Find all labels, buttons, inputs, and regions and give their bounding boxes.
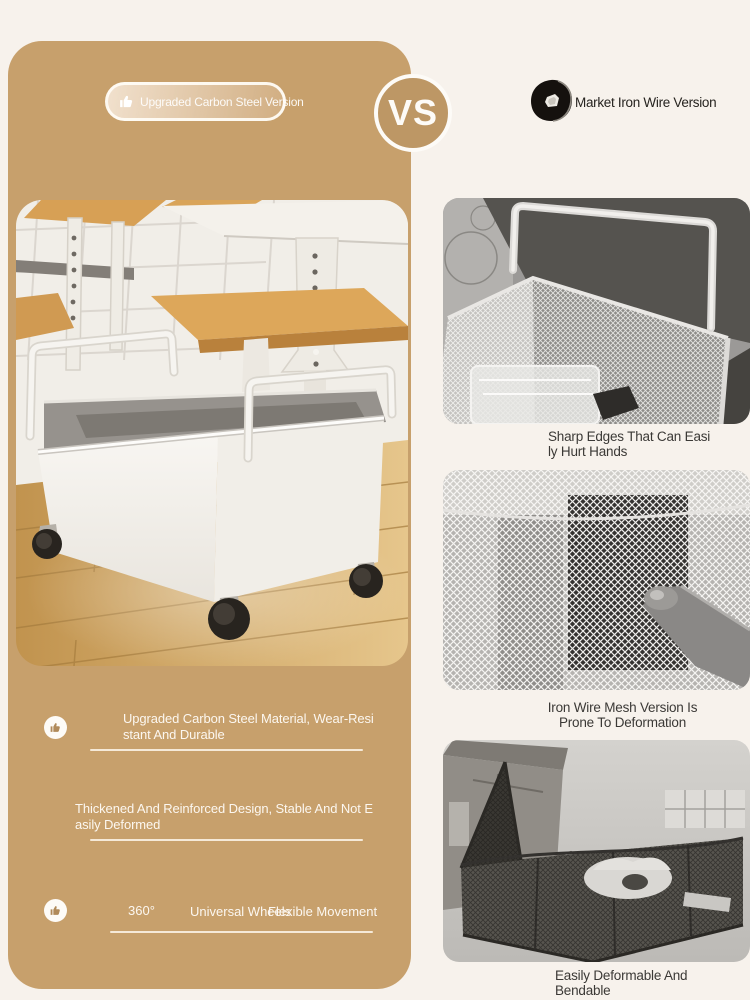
photo-wire-basket-bent <box>443 740 750 962</box>
right-header-label: Market Iron Wire Version <box>575 95 717 110</box>
badge-label: Upgraded Carbon Steel Version <box>140 94 304 109</box>
thumbs-up-badge-icon <box>44 899 67 922</box>
caption-3-line-1: Easily Deformable And <box>555 968 688 983</box>
bullet-3-label-b: Flexible Movement <box>268 904 378 919</box>
bullet-2-text <box>75 801 373 832</box>
caption-2-line-2: Prone To Deformation <box>558 715 687 730</box>
caption-sharp-edges <box>548 429 710 459</box>
caption-1-line-1: Sharp Edges That Can Easi <box>548 429 711 444</box>
photo-wire-basket-sharp-edges <box>443 198 750 424</box>
bullet-1-line-1: Upgraded Carbon Steel Material, Wear-Resi <box>123 711 374 726</box>
caption-easily-deformable <box>555 968 687 998</box>
upgraded-version-badge <box>105 82 304 121</box>
bullet-3-degree: 360° <box>128 903 155 918</box>
bullet-3-underline <box>110 931 373 933</box>
left-comparison-panel <box>8 41 411 989</box>
caption-1-line-2: ly Hurt Hands <box>548 444 628 459</box>
thumbs-up-badge-icon <box>44 716 67 739</box>
vs-label: VS <box>387 92 439 133</box>
dislike-scribble-icon <box>528 77 576 127</box>
thumbs-up-icon <box>118 93 135 110</box>
bullet-2-line-1: Thickened And Reinforced Design, Stable And Not E <box>75 801 373 816</box>
bullet-2-line-2: asily Deformed <box>75 816 161 832</box>
photo-wire-mesh-deform <box>443 470 750 690</box>
bullet-1-underline <box>90 749 363 751</box>
caption-2-line-1: Iron Wire Mesh Version Is <box>547 700 698 715</box>
vs-badge <box>374 74 452 152</box>
bullet-1-text <box>123 711 374 742</box>
bullet-2-underline <box>90 839 363 841</box>
product-photo-steel-cart <box>16 200 408 666</box>
bullet-3-label-a: Universal Wheels <box>190 904 292 919</box>
caption-prone-to-deformation <box>495 700 750 730</box>
bullet-1-line-2: stant And Durable <box>123 726 225 742</box>
caption-3-line-2: Bendable <box>555 983 611 998</box>
